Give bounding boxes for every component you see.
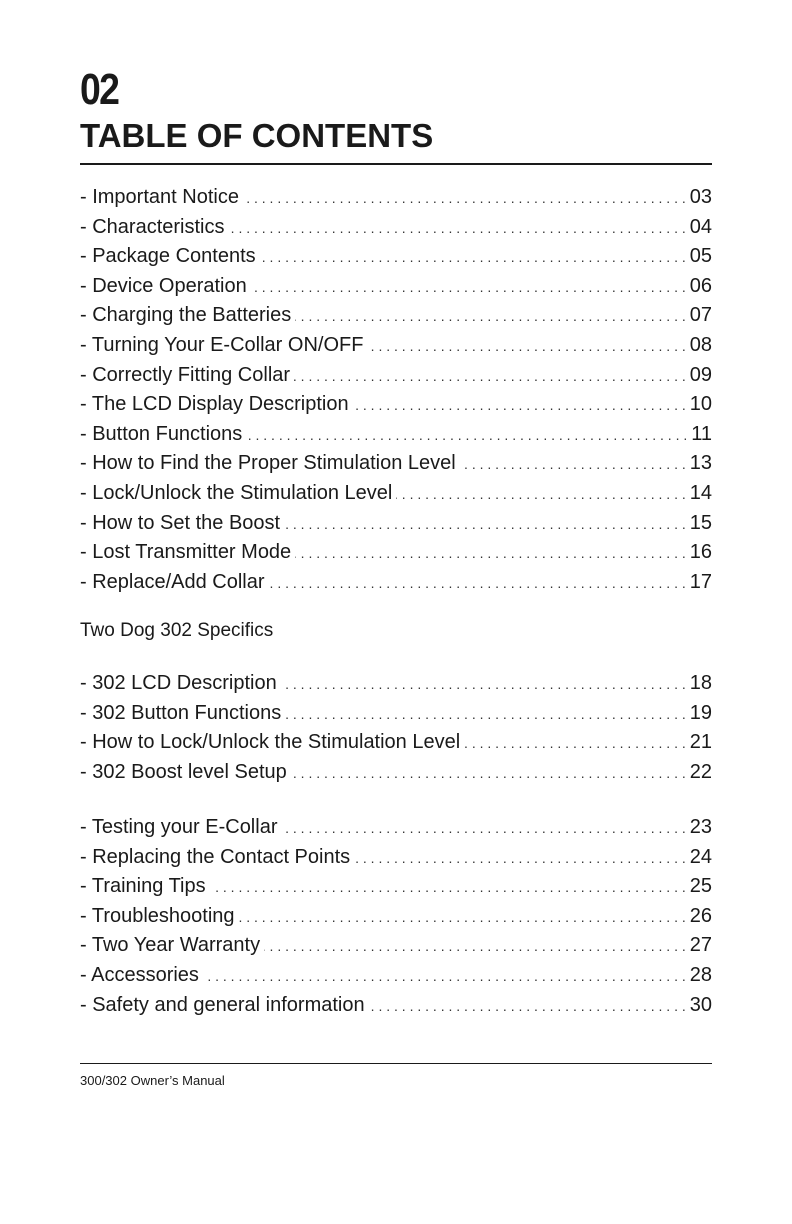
toc-dot-leader (369, 992, 686, 1022)
toc-entry-page: 25 (689, 875, 712, 898)
toc-entry[interactable] (80, 479, 712, 509)
toc-entry-label: - Training Tips (80, 875, 206, 898)
toc-entry-label: - Testing your E-Collar (80, 816, 278, 838)
toc-dot-leader (264, 932, 686, 962)
toc-dot-leader (295, 302, 686, 332)
toc-dot-leader (210, 873, 686, 903)
toc-entry-label: - 302 Boost level Setup (80, 760, 287, 783)
toc-entry[interactable] (80, 183, 712, 213)
toc-entry[interactable] (80, 758, 712, 788)
toc-dot-leader (203, 962, 686, 992)
toc-entry-label: - Device Operation (80, 274, 247, 297)
toc-dot-leader (353, 391, 686, 421)
toc-entry-label: - Important Notice (80, 186, 239, 208)
toc-entry[interactable] (80, 390, 712, 420)
toc-entry[interactable] (80, 272, 712, 302)
toc-entry-page: 17 (689, 570, 712, 593)
toc-entry-label: - The LCD Display Description (80, 393, 349, 416)
toc-entry-label: - Two Year Warranty (80, 934, 261, 957)
toc-dot-leader (246, 421, 687, 451)
toc-entry[interactable] (80, 699, 712, 729)
toc-entry-page: 16 (689, 541, 712, 564)
toc-dot-leader (281, 670, 686, 700)
toc-dot-leader (228, 214, 685, 244)
toc-dot-leader (284, 510, 686, 540)
page-number: 02 (80, 65, 119, 114)
toc-entry-page: 18 (689, 672, 712, 694)
toc-dot-leader (269, 569, 686, 599)
toc-entry[interactable] (80, 961, 712, 991)
toc-dot-leader (251, 273, 686, 303)
toc-entry-page: 05 (689, 245, 712, 268)
toc-entry[interactable] (80, 301, 712, 331)
footer-divider (80, 1063, 712, 1064)
toc-dot-leader (294, 362, 686, 392)
toc-entry[interactable] (80, 213, 712, 243)
toc-entry-label: - How to Set the Boost (80, 511, 281, 534)
toc-dot-leader (281, 814, 685, 844)
toc-entry-label: - Package Contents (80, 245, 256, 268)
toc-dot-leader (260, 243, 686, 273)
toc-entry-label: - 302 Button Functions (80, 701, 282, 724)
toc-dot-leader (295, 539, 686, 569)
toc-entry-page: 11 (691, 422, 712, 445)
toc-entry-page: 22 (689, 760, 712, 783)
toc-entry[interactable] (80, 813, 712, 843)
toc-entry-label: - Lock/Unlock the Stimulation Level (80, 481, 393, 504)
toc-end-list (80, 813, 712, 1020)
toc-entry[interactable] (80, 931, 712, 961)
toc-entry-label: - Troubleshooting (80, 904, 235, 927)
toc-entry[interactable] (80, 361, 712, 391)
toc-entry-label: - 302 LCD Description (80, 672, 277, 694)
toc-dot-leader (464, 729, 686, 759)
toc-dot-leader (354, 844, 686, 874)
footer-manual-title: 300/302 Owner’s Manual (80, 1073, 225, 1088)
toc-entry-page: 10 (689, 393, 712, 416)
toc-entry-label: - Replace/Add Collar (80, 570, 265, 593)
toc-entry-page: 26 (689, 904, 712, 927)
toc-entry-page: 21 (689, 731, 712, 754)
toc-entry-page: 03 (689, 186, 712, 208)
toc-entry[interactable] (80, 728, 712, 758)
toc-entry-page: 07 (689, 304, 712, 327)
toc-entry[interactable] (80, 568, 712, 598)
toc-entry-page: 27 (689, 934, 712, 957)
toc-entry-label: - How to Lock/Unlock the Stimulation Level (80, 731, 461, 754)
toc-entry-page: 19 (689, 701, 712, 724)
toc-entry-page: 14 (689, 481, 712, 504)
toc-entry-label: - Characteristics (80, 215, 225, 238)
title-divider (80, 163, 712, 165)
toc-entry-label: - Correctly Fitting Collar (80, 363, 291, 386)
toc-dot-leader (367, 332, 685, 362)
toc-entry-label: - Accessories (80, 963, 199, 986)
toc-dot-leader (460, 450, 686, 480)
toc-dot-leader (243, 184, 686, 214)
toc-entry[interactable] (80, 331, 712, 361)
toc-entry[interactable] (80, 843, 712, 873)
toc-entry-page: 24 (689, 845, 712, 868)
toc-dot-leader (291, 759, 686, 789)
toc-entry-label: - How to Find the Proper Stimulation Level (80, 452, 456, 475)
toc-entry-page: 04 (689, 215, 712, 238)
toc-entry-label: - Button Functions (80, 422, 243, 445)
toc-entry-page: 08 (689, 333, 712, 356)
toc-entry-page: 15 (689, 511, 712, 534)
toc-entry[interactable] (80, 991, 712, 1021)
toc-entry[interactable] (80, 872, 712, 902)
toc-dot-leader (285, 700, 686, 730)
toc-entry-page: 28 (689, 963, 712, 986)
toc-dot-leader (239, 903, 686, 933)
toc-specifics-list (80, 669, 712, 787)
toc-entry-label: - Turning Your E-Collar ON/OFF (80, 333, 364, 356)
toc-entry-page: 30 (689, 993, 712, 1016)
toc-dot-leader (396, 480, 685, 510)
toc-entry-label: - Safety and general information (80, 993, 365, 1016)
toc-entry[interactable] (80, 420, 712, 450)
toc-entry-label: - Lost Transmitter Mode (80, 541, 292, 564)
toc-entry[interactable] (80, 449, 712, 479)
toc-entry-page: 23 (689, 816, 712, 838)
toc-entry-page: 13 (689, 452, 712, 475)
section-heading-302-specifics: Two Dog 302 Specifics (80, 620, 274, 641)
toc-entry[interactable] (80, 669, 712, 699)
toc-entry[interactable] (80, 538, 712, 568)
toc-entry-page: 09 (689, 363, 712, 386)
toc-entry-label: - Charging the Batteries (80, 304, 292, 327)
toc-entry[interactable] (80, 902, 712, 932)
page-title: TABLE OF CONTENTS (80, 117, 434, 154)
toc-entry[interactable] (80, 242, 712, 272)
toc-main-list (80, 183, 712, 597)
toc-entry-label: - Replacing the Contact Points (80, 845, 351, 868)
toc-entry[interactable] (80, 509, 712, 539)
toc-entry-page: 06 (689, 274, 712, 297)
